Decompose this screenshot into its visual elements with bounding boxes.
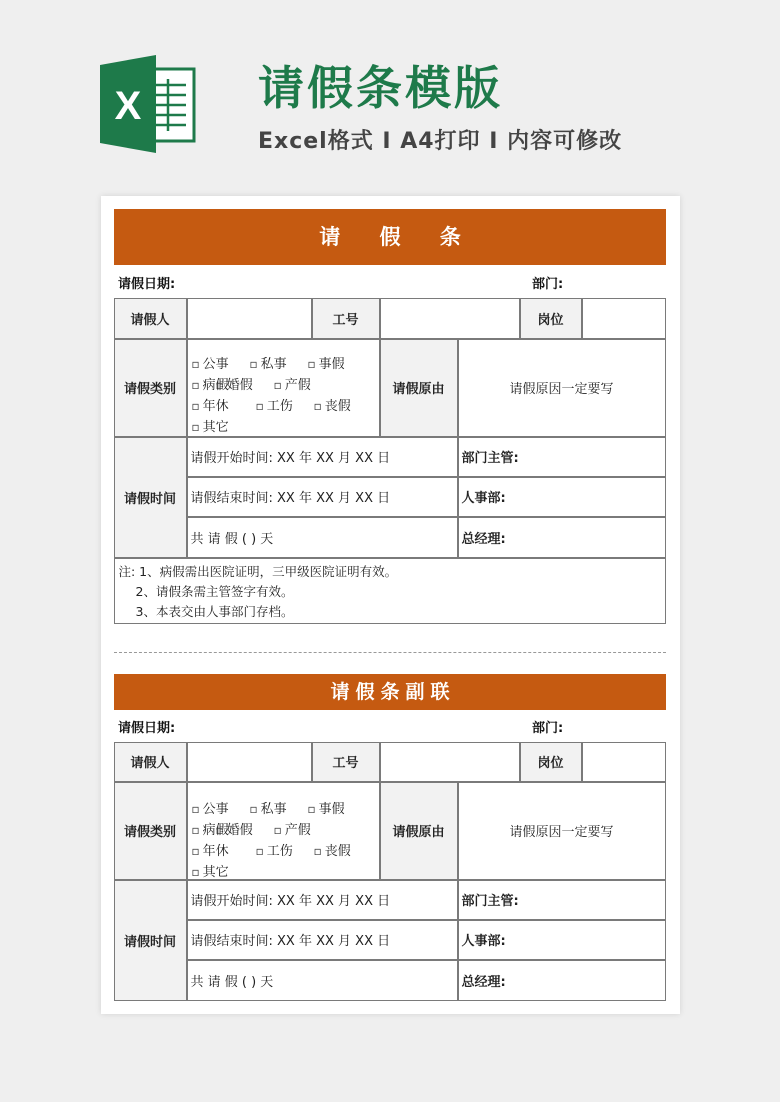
note-line: 注: 1、病假需出医院证明，三甲级医院证明有效。	[118, 563, 398, 579]
copy-hr-sign-field[interactable]: 人事部:	[458, 920, 666, 960]
copy-category-checkbox[interactable]: ▫ 事假	[308, 799, 360, 820]
note-line: 2、请假条需主管签字有效。	[135, 583, 294, 599]
copy-form-table	[114, 742, 666, 1001]
category-checkbox[interactable]: ▫ 年休	[192, 396, 252, 417]
copy-category-checkbox[interactable]: ▫ 其它	[192, 862, 242, 883]
category-label: 请假类别	[114, 339, 187, 437]
category-checkbox[interactable]: ▫ 私事	[250, 354, 308, 375]
copy-category-checkbox[interactable]: ▫ 产假	[274, 820, 332, 841]
page-subtitle: Excel格式 I A4打印 I 内容可修改	[258, 129, 623, 154]
note-line: 3、本表交由人事部门存档。	[135, 603, 294, 619]
position-label: 岗位	[520, 298, 582, 339]
copy-reason-field[interactable]: 请假原因一定要写	[458, 782, 666, 880]
reason-label: 请假原由	[380, 339, 458, 437]
copy-applicant-field[interactable]	[187, 742, 312, 782]
gm-sign-field[interactable]: 总经理:	[458, 517, 666, 558]
hr-sign-field[interactable]: 人事部:	[458, 477, 666, 517]
category-checkbox[interactable]: ▫ 公事	[192, 354, 250, 375]
leave-form-table	[114, 298, 666, 624]
copy-supervisor-sign-field[interactable]: 部门主管:	[458, 880, 666, 920]
category-checkbox[interactable]: ▫ 产假	[274, 375, 332, 396]
copy-position-label: 岗位	[520, 742, 582, 782]
copy-reason-label: 请假原由	[380, 782, 458, 880]
copy-category-checkbox[interactable]: ▫ 病假	[192, 820, 212, 841]
applicant-label: 请假人	[114, 298, 187, 339]
copy-total-days-field[interactable]: 共 请 假 ( ) 天	[187, 960, 458, 1001]
copy-category-checkbox[interactable]: ▫ 婚假	[216, 820, 274, 841]
svg-text:X: X	[114, 84, 142, 128]
copy-category-options	[187, 782, 380, 880]
copy-applicant-label: 请假人	[114, 742, 187, 782]
time-label: 请假时间	[114, 437, 187, 558]
category-options	[187, 339, 380, 437]
copy-leave-date-label: 请假日期:	[118, 721, 176, 736]
excel-logo-icon	[100, 55, 198, 153]
reason-field[interactable]: 请假原因一定要写	[458, 339, 666, 437]
copy-category-checkbox[interactable]: ▫ 年休	[192, 841, 252, 862]
copy-position-field[interactable]	[582, 742, 666, 782]
supervisor-sign-field[interactable]: 部门主管:	[458, 437, 666, 477]
employee-id-field[interactable]	[380, 298, 520, 339]
copy-department-label: 部门:	[532, 721, 564, 736]
copy-category-checkbox[interactable]: ▫ 公事	[192, 799, 250, 820]
copy-time-label: 请假时间	[114, 880, 187, 1001]
copy-category-checkbox[interactable]: ▫ 工伤	[256, 841, 314, 862]
copy-gm-sign-field[interactable]: 总经理:	[458, 960, 666, 1001]
copy-employee-id-field[interactable]	[380, 742, 520, 782]
start-time-field[interactable]: 请假开始时间: XX 年 XX 月 XX 日	[187, 437, 458, 477]
copy-category-checkbox[interactable]: ▫ 私事	[250, 799, 308, 820]
copy-employee-id-label: 工号	[312, 742, 380, 782]
copy-title-banner: 请假条副联	[114, 674, 666, 710]
copy-category-label: 请假类别	[114, 782, 187, 880]
category-checkbox[interactable]: ▫ 丧假	[314, 396, 372, 417]
page-title: 请假条模版	[258, 61, 503, 115]
category-checkbox[interactable]: ▫ 事假	[308, 354, 360, 375]
position-field[interactable]	[582, 298, 666, 339]
category-checkbox[interactable]: ▫ 病假	[192, 375, 212, 396]
employee-id-label: 工号	[312, 298, 380, 339]
copy-category-checkbox[interactable]: ▫ 丧假	[314, 841, 372, 862]
end-time-field[interactable]: 请假结束时间: XX 年 XX 月 XX 日	[187, 477, 458, 517]
notes-section	[114, 558, 666, 624]
cut-line-divider	[114, 652, 666, 653]
total-days-field[interactable]: 共 请 假 ( ) 天	[187, 517, 458, 558]
copy-start-time-field[interactable]: 请假开始时间: XX 年 XX 月 XX 日	[187, 880, 458, 920]
category-checkbox[interactable]: ▫ 工伤	[256, 396, 314, 417]
copy-end-time-field[interactable]: 请假结束时间: XX 年 XX 月 XX 日	[187, 920, 458, 960]
department-label: 部门:	[532, 277, 564, 292]
leave-date-label: 请假日期:	[118, 277, 176, 292]
category-checkbox[interactable]: ▫ 婚假	[216, 375, 274, 396]
category-checkbox[interactable]: ▫ 其它	[192, 417, 242, 438]
applicant-field[interactable]	[187, 298, 312, 339]
form-title-banner: 请 假 条	[114, 209, 666, 265]
